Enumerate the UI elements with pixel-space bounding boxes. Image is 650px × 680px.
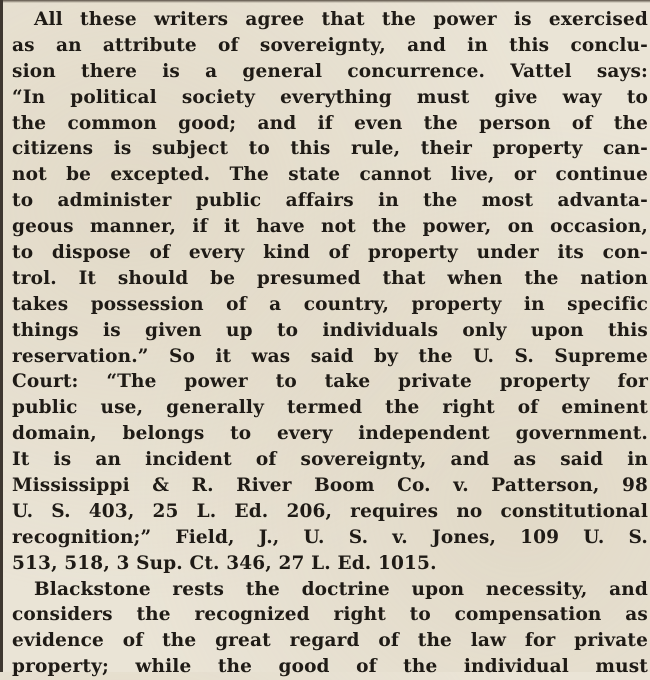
text-line: Blackstone rests the doctrine upon necessity, and [34, 578, 648, 600]
text-line: sion there is a general concurrence. Vattel says: [12, 60, 648, 82]
text-line: takes possession of a country, property in specific [12, 293, 648, 315]
text-line: reservation.” So it was said by the U. S. Supreme [12, 345, 648, 367]
text-column [12, 7, 648, 680]
text-line: evidence of the great regard of the law for private [12, 630, 648, 652]
text-line: to administer public affairs in the most advanta- [12, 190, 648, 212]
text-line: recognition;” Field, J., U. S. v. Jones, 109 U. S. [12, 526, 648, 548]
text-line: “In political society everything must give way to [12, 86, 648, 108]
text-line: Court: “The power to take private property for [12, 371, 648, 393]
top-column-rule [0, 0, 650, 3]
text-line: to dispose of every kind of property under its con- [12, 242, 648, 264]
paragraph-blackstone [12, 577, 648, 680]
text-line: public use, generally termed the right of eminent [12, 397, 648, 419]
text-line: trol. It should be presumed that when the nation [12, 267, 648, 289]
text-line: as an attribute of sovereignty, and in this conclu- [12, 34, 648, 56]
paragraph-sovereignty [12, 7, 648, 577]
text-line: the common good; and if even the person of the [12, 112, 648, 134]
text-line: things is given up to individuals only upon this [12, 319, 648, 341]
text-line: All these writers agree that the power is exercised [34, 9, 648, 30]
text-line: 513, 518, 3 Sup. Ct. 346, 27 L. Ed. 1015. [12, 552, 437, 574]
text-line: property; while the good of the individual must [12, 656, 648, 678]
text-line: geous manner, if it have not the power, on occasion, [12, 216, 648, 238]
text-line: Mississippi & R. River Boom Co. v. Patterson, 98 [12, 475, 648, 497]
text-line: citizens is subject to this rule, their property can- [12, 138, 648, 160]
left-column-rule [0, 0, 3, 672]
text-line: domain, belongs to every independent government. [12, 423, 648, 445]
text-line: not be excepted. The state cannot live, or continue [12, 164, 648, 186]
text-line: U. S. 403, 25 L. Ed. 206, requires no constitutional [12, 500, 648, 522]
text-line: It is an incident of sovereignty, and as said in [12, 449, 648, 471]
text-line: considers the recognized right to compensation as [12, 604, 648, 626]
